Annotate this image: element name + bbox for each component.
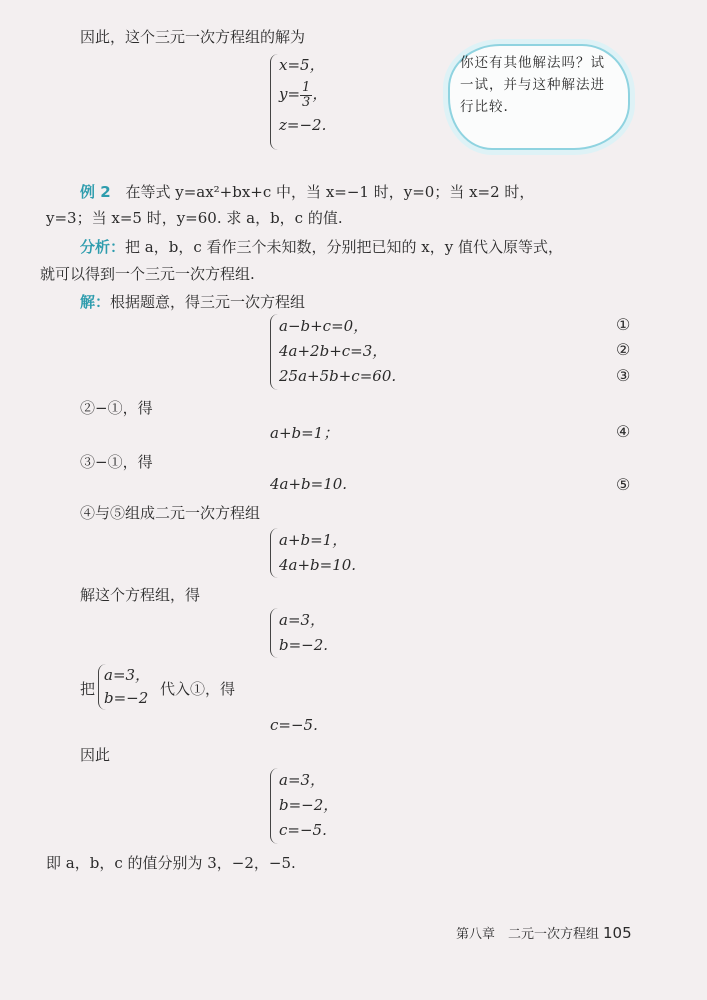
solution-system-xyz [270,54,327,150]
step3-eq-1: a+b=1， [279,531,348,549]
fraction-numerator: 1 [302,79,311,95]
substitution-system [98,664,150,710]
chapter-title: 第八章 二元一次方程组 [456,927,600,942]
step5-eq-2: b=−2 [104,689,149,707]
step5-pre: 把 [80,680,96,698]
step5-result: c=−5. [270,716,318,734]
equation-1: a−b+c=0， [279,317,369,335]
fraction [300,81,312,110]
final-eq-a: a=3， [279,771,326,789]
eq-y [271,76,327,112]
analysis-line-2: 就可以得到一个三元一次方程组. [40,265,255,283]
step2-text: ③−①，得 [80,453,153,471]
equation-3: 25a+5b+c=60. [279,367,397,385]
final-solution-system [270,768,338,844]
step4-text: 解这个方程组，得 [80,586,201,604]
equation-tag-4: ④ [616,422,631,441]
solution-label: 解： [80,293,111,311]
two-variable-solution [270,608,328,658]
example-text-1: 在等式 y=ax²+bx+c 中，当 x=−1 时，y=0；当 x=2 时， [125,183,535,201]
thought-cloud-text: 你还有其他解法吗？试一试，并与这种解法进行比较. [460,55,605,115]
step5-post: 代入①，得 [160,680,236,698]
example-line-1 [80,181,534,202]
step6-text: 因此 [80,746,111,764]
analysis-label: 分析： [80,238,126,256]
analysis-text-1: 把 a，b，c 看作三个未知数，分别把已知的 x，y 值代入原等式， [125,238,563,256]
fraction-denominator: 3 [302,94,311,110]
equation-tag-5: ⑤ [616,475,631,494]
equation-tag-2: ② [616,340,631,359]
solution-text: 根据题意，得三元一次方程组 [110,293,306,311]
eq-y-lhs: y= [279,85,301,103]
intro-line: 因此，这个三元一次方程组的解为 [80,28,306,46]
page-number: 105 [603,924,632,942]
eq-y-tail: ， [312,85,328,103]
three-variable-system [270,314,396,390]
solution-line [80,291,305,312]
step2-equation: 4a+b=10. [270,475,348,493]
conclusion: 即 a，b，c 的值分别为 3，−2，−5. [46,854,296,872]
example-line-2: y=3；当 x=5 时，y=60. 求 a，b，c 的值. [46,209,343,227]
eq-x: x=5， [279,56,325,74]
step3-eq-2: 4a+b=10. [279,556,357,574]
final-eq-c: c=−5. [279,821,327,839]
page-footer [456,923,632,942]
step4-eq-2: b=−2. [279,636,329,654]
analysis-line-1 [80,236,563,257]
equation-2: 4a+2b+c=3， [279,342,388,360]
final-eq-b: b=−2， [279,796,339,814]
equation-tag-3: ③ [616,366,631,385]
step1-text: ②−①，得 [80,399,153,417]
step3-text: ④与⑤组成二元一次方程组 [80,504,261,522]
step4-eq-1: a=3， [279,611,326,629]
eq-z: z=−2. [279,116,327,134]
two-variable-system [270,528,356,578]
step1-equation: a+b=1； [270,424,339,442]
equation-tag-1: ① [616,315,631,334]
example-label: 例 2 [80,183,111,201]
step5-eq-1: a=3， [104,666,151,684]
